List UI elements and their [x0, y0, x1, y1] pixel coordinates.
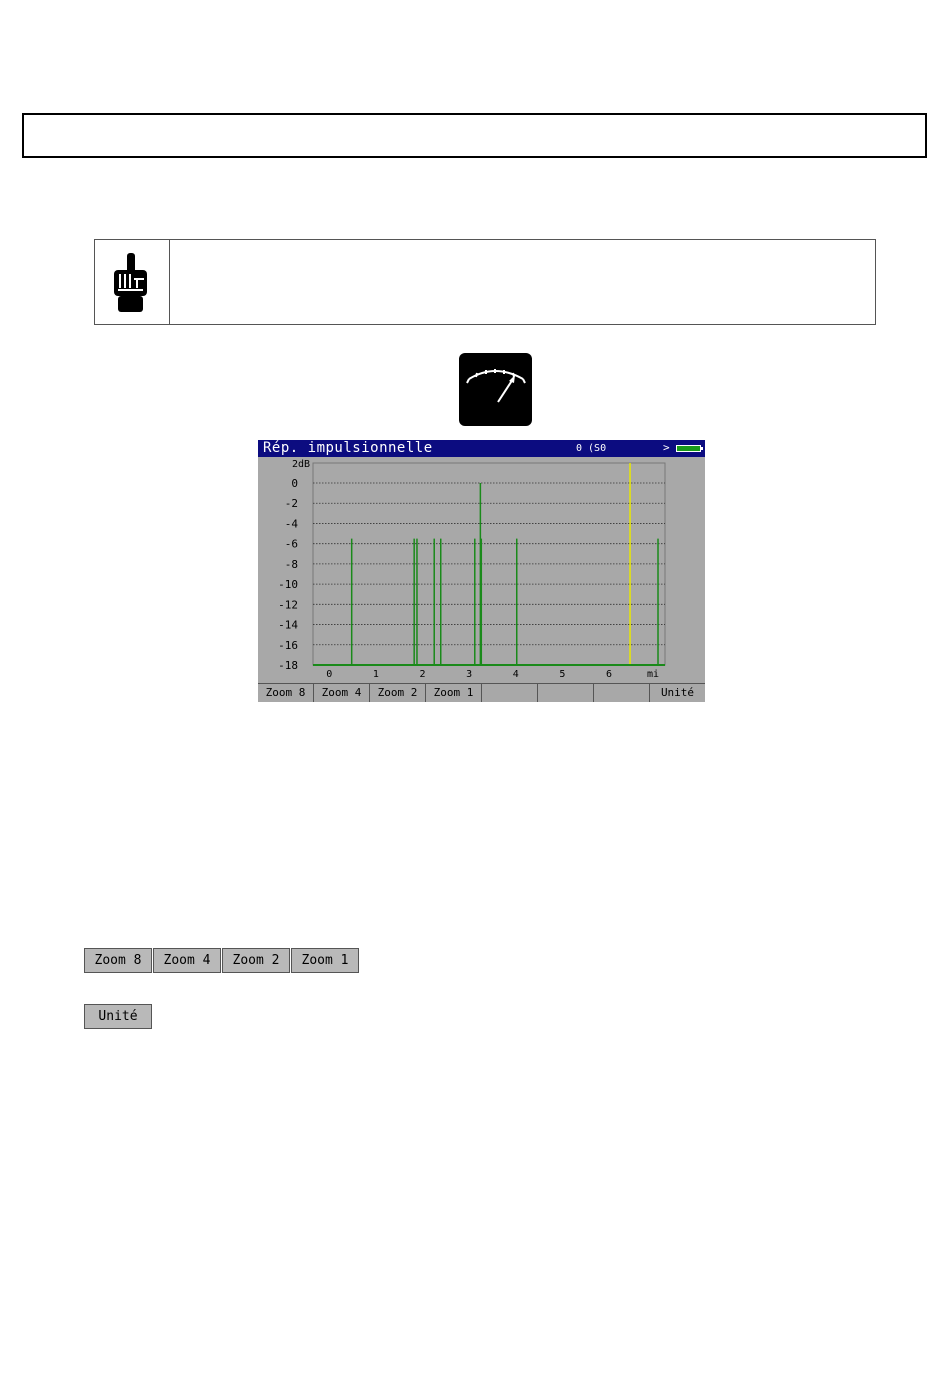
y-tick-label: -12	[278, 598, 298, 612]
softkey-6[interactable]	[538, 684, 594, 702]
status-readout: 0 (S0	[576, 443, 607, 454]
x-tick-label: 2	[419, 669, 426, 680]
y-tick-label: -16	[278, 638, 298, 652]
screen-title: Rép. impulsionnelle	[263, 440, 433, 456]
y-tick-label: -14	[278, 618, 298, 632]
softkey-bar	[258, 683, 705, 702]
x-tick-label: 1	[372, 669, 379, 680]
measure-key[interactable]	[459, 353, 532, 426]
x-tick-label: 6	[606, 669, 613, 680]
softkey-7[interactable]	[594, 684, 650, 702]
softkey-2[interactable]: Zoom 4	[314, 684, 370, 702]
impulse-response-screen	[258, 440, 705, 702]
battery-icon	[676, 445, 701, 452]
arrow-indicator: >	[663, 441, 670, 454]
zoom-button-1[interactable]: Zoom 8	[84, 948, 152, 973]
impulse-response-chart	[258, 457, 705, 683]
section-title-box	[22, 113, 927, 158]
y-tick-label: -18	[278, 659, 298, 672]
x-tick-label: 5	[559, 669, 566, 680]
screen-header	[258, 440, 705, 457]
zoom-button-4[interactable]: Zoom 1	[291, 948, 359, 973]
x-tick-label: 3	[466, 669, 473, 680]
softkey-8[interactable]: Unité	[660, 686, 695, 699]
zoom-button-3[interactable]: Zoom 2	[222, 948, 290, 973]
softkey-5[interactable]	[482, 684, 538, 702]
y-tick-label: -10	[278, 578, 298, 592]
zoom-button-2[interactable]: Zoom 4	[153, 948, 221, 973]
x-tick-label: 0	[326, 669, 333, 680]
note-icon-cell	[95, 240, 170, 324]
gauge-icon	[459, 353, 532, 426]
plot-area	[313, 463, 665, 665]
softkey-4[interactable]: Zoom 1	[426, 684, 482, 702]
pointing-hand-icon	[109, 252, 153, 314]
x-axis-unit: mi	[646, 669, 660, 680]
y-tick-label: 0	[291, 477, 298, 490]
note-box	[94, 239, 876, 325]
y-axis-label: 2dB	[291, 459, 310, 470]
y-tick-label: -4	[284, 517, 298, 531]
softkey-3[interactable]: Zoom 2	[370, 684, 426, 702]
x-tick-label: 4	[512, 669, 519, 680]
zoom-button-row	[84, 948, 359, 973]
y-tick-label: -2	[284, 497, 298, 511]
y-tick-label: -8	[284, 557, 298, 571]
y-tick-label: -6	[284, 537, 298, 551]
softkey-1[interactable]: Zoom 8	[258, 684, 314, 702]
unit-button[interactable]: Unité	[84, 1004, 152, 1029]
